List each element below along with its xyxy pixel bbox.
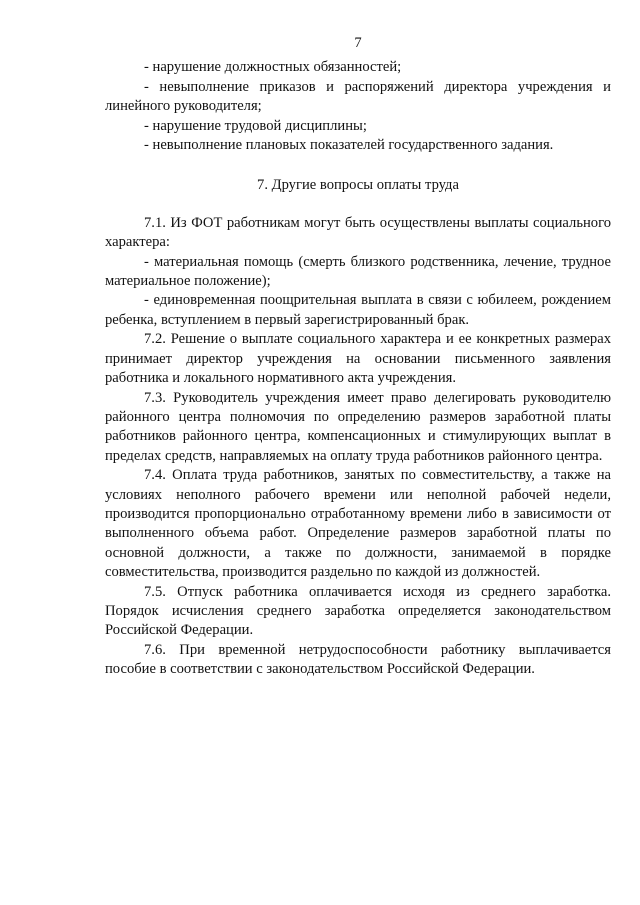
intro-list <box>105 58 611 155</box>
paragraph-7-4: 7.4. Оплата труда работников, занятых по совместительству, а также на условиях неполного рабочего времени или неполной рабочей недели, производится пропорционально отработанному времени либо в зависимости от выполненного объема работ. Определение размеров заработной платы по основной должности, а также по должности, занимаемой в порядке совместительства, производится раздельно по каждой из должностей. <box>105 467 611 581</box>
paragraph-7-5: 7.5. Отпуск работника оплачивается исходя из среднего заработка. Порядок исчисления среднего заработка определяется законодательством Российской Федерации. <box>105 583 611 639</box>
paragraph-7-1: 7.1. Из ФОТ работникам могут быть осуществлены выплаты социального характера: <box>105 214 611 251</box>
page-number: 7 <box>354 35 362 51</box>
section-title: 7. Другие вопросы оплаты труда <box>257 177 459 194</box>
list-item: - нарушение должностных обязанностей; <box>144 59 402 76</box>
paragraph-7-2: 7.2. Решение о выплате социального характера и ее конкретных размерах принимает директор учреждения на основании письменного заявления работника и локального нормативного акта учреждения. <box>105 331 611 387</box>
list-item: - единовременная поощрительная выплата в связи с юбилеем, рождением ребенка, вступлением в первый зарегистрированный брак. <box>105 292 611 328</box>
paragraph-7-3: 7.3. Руководитель учреждения имеет право делегировать руководителю районного центра полномочия по определению размеров заработной платы работников районного центра, компенсационных и стимулирующих выплат в пределах средств, направляемых на оплату труда работников районного центра. <box>105 389 611 464</box>
document-page <box>105 34 611 680</box>
list-item: - невыполнение приказов и распоряжений директора учреждения и линейного руководителя; <box>105 78 611 115</box>
list-item: - нарушение трудовой дисциплины; <box>144 117 367 134</box>
list-item: - невыполнение плановых показателей государственного задания. <box>144 137 554 154</box>
list-item: - материальная помощь (смерть близкого родственника, лечение, трудное материальное положение); <box>105 253 611 290</box>
section-body <box>105 214 611 680</box>
paragraph-7-6: 7.6. При временной нетрудоспособности работнику выплачивается пособие в соответствии с законодательством Российской Федерации. <box>105 641 611 678</box>
